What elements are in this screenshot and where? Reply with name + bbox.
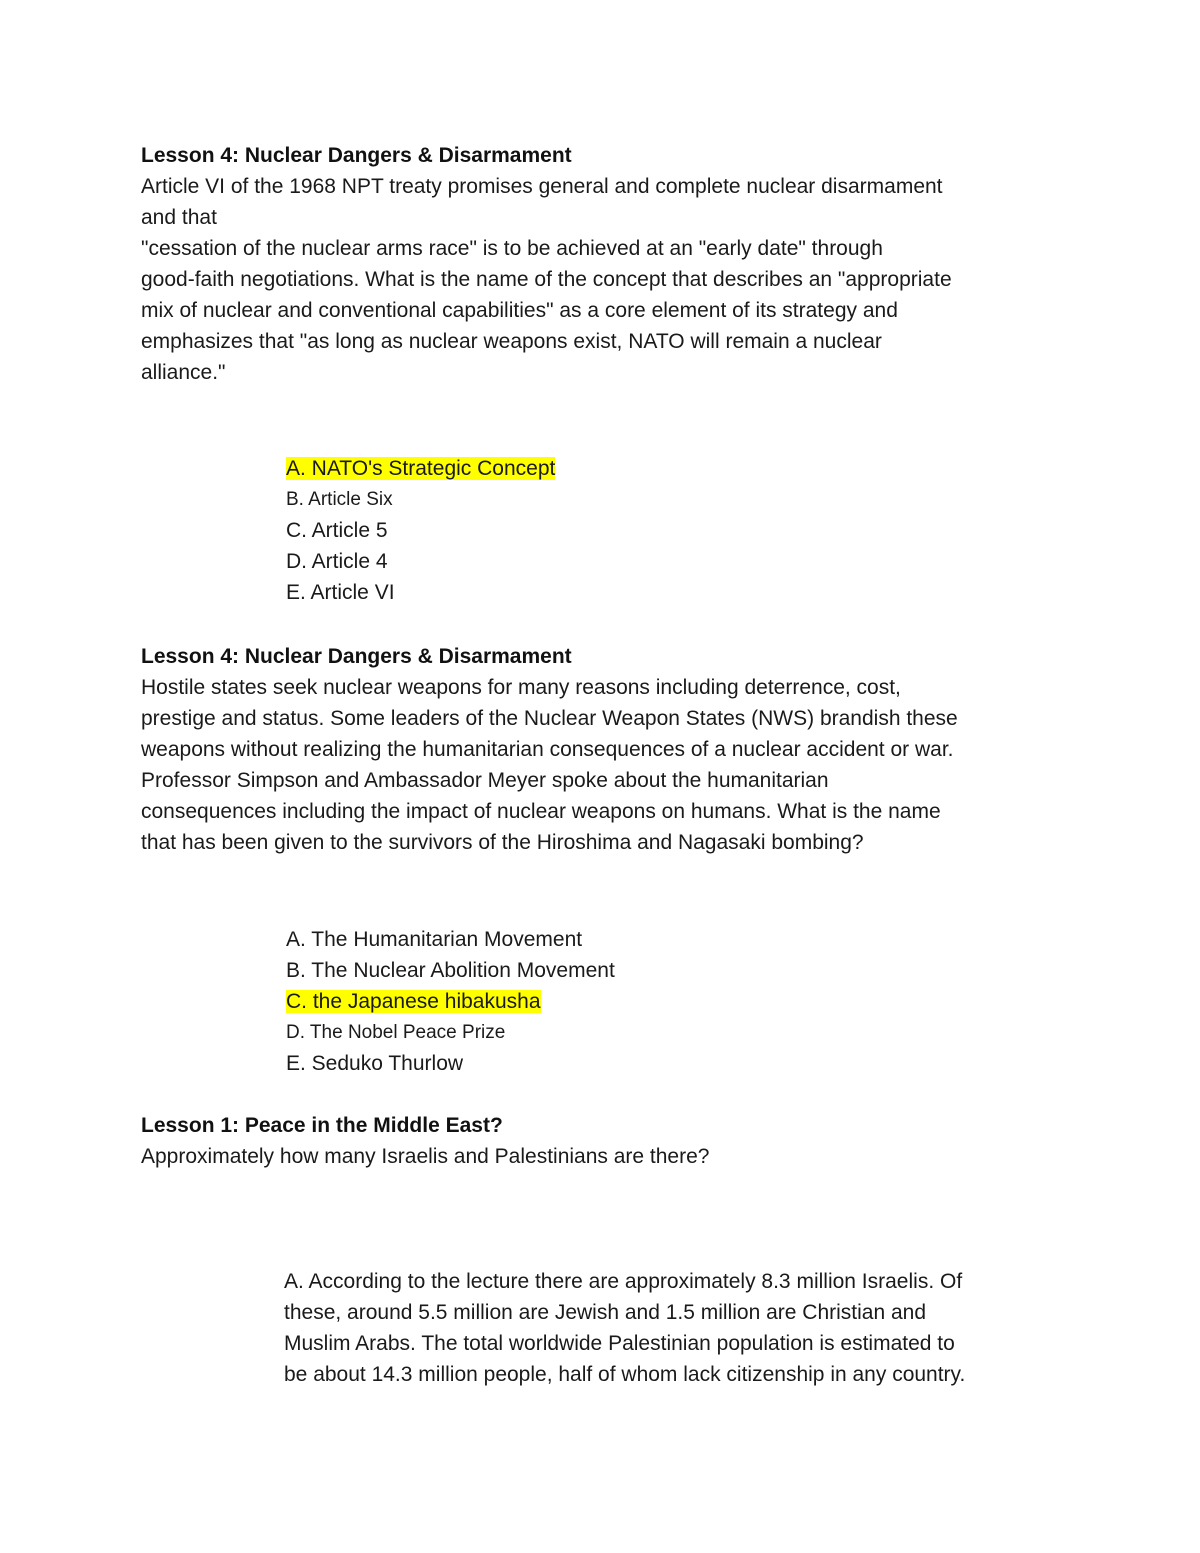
question-text-line: alliance." <box>141 361 226 384</box>
answer-option-a: A. The Humanitarian Movement <box>286 928 583 951</box>
answer-options <box>286 453 555 608</box>
answer-text-line: these, around 5.5 million are Jewish and 1.5 million are Christian and <box>284 1301 927 1324</box>
lesson-heading: Lesson 4: Nuclear Dangers & Disarmament <box>141 144 572 167</box>
answer-option-d: D. The Nobel Peace Prize <box>286 1022 506 1043</box>
answer-paragraph <box>284 1266 965 1390</box>
highlighted-answer: A. NATO's Strategic Concept <box>286 457 556 480</box>
answer-option-c: C. Article 5 <box>286 519 388 542</box>
question-text-line: mix of nuclear and conventional capabilities" as a core element of its strategy and <box>141 299 898 322</box>
answer-option-e: E. Article VI <box>286 581 395 604</box>
question-text-line: consequences including the impact of nuclear weapons on humans. What is the name <box>141 800 941 823</box>
lesson-heading: Lesson 1: Peace in the Middle East? <box>141 1114 503 1137</box>
answer-option-b: B. The Nuclear Abolition Movement <box>286 959 615 982</box>
question-text-line: that has been given to the survivors of the Hiroshima and Nagasaki bombing? <box>141 831 864 854</box>
question-text-line: emphasizes that "as long as nuclear weapons exist, NATO will remain a nuclear <box>141 330 882 353</box>
question-text-line: and that <box>141 206 217 229</box>
answer-text-line: be about 14.3 million people, half of whom lack citizenship in any country. <box>284 1363 966 1386</box>
question-3 <box>141 1110 1071 1172</box>
question-text-line: Hostile states seek nuclear weapons for many reasons including deterrence, cost, <box>141 676 901 699</box>
question-text-line: good-faith negotiations. What is the name of the concept that describes an "appropriate <box>141 268 952 291</box>
answer-option-a <box>286 453 555 484</box>
question-text-line: Article VI of the 1968 NPT treaty promises general and complete nuclear disarmament <box>141 175 943 198</box>
answer-option-e: E. Seduko Thurlow <box>286 1052 464 1075</box>
answer-option-b: B. Article Six <box>286 489 393 510</box>
question-text-line: weapons without realizing the humanitarian consequences of a nuclear accident or war. <box>141 738 954 761</box>
answer-text-line: A. According to the lecture there are approximately 8.3 million Israelis. Of <box>284 1270 963 1293</box>
answer-text-line: Muslim Arabs. The total worldwide Palestinian population is estimated to <box>284 1332 955 1355</box>
question-text-line: Approximately how many Israelis and Palestinians are there? <box>141 1145 710 1168</box>
lesson-heading: Lesson 4: Nuclear Dangers & Disarmament <box>141 645 572 668</box>
question-text-line: prestige and status. Some leaders of the Nuclear Weapon States (NWS) brandish these <box>141 707 958 730</box>
question-text-line: "cessation of the nuclear arms race" is to be achieved at an "early date" through <box>141 237 883 260</box>
highlighted-answer: C. the Japanese hibakusha <box>286 990 541 1013</box>
answer-option-d: D. Article 4 <box>286 550 388 573</box>
answer-option-c <box>286 986 615 1017</box>
question-1 <box>141 140 1071 388</box>
question-2 <box>141 641 1071 858</box>
answer-options <box>286 924 615 1079</box>
question-text-line: Professor Simpson and Ambassador Meyer spoke about the humanitarian <box>141 769 829 792</box>
